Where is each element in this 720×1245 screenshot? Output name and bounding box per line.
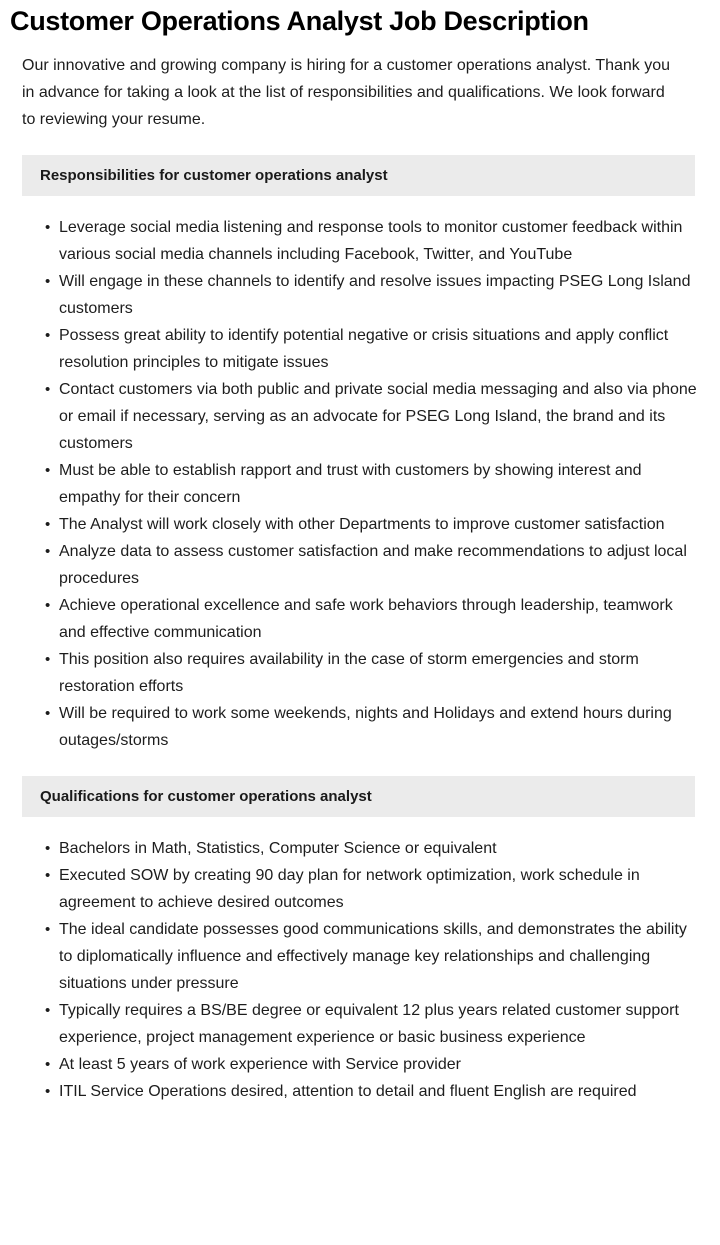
intro-paragraph: Our innovative and growing company is hiring for a customer operations analyst. Thank you in advance for taking a look at the list of responsibilities and qualifications. We look forward to reviewing your resume. [22, 56, 671, 128]
list-item: • Typically requires a BS/BE degree or equivalent 12 plus years related customer support experience, project management experience or basic business experience [45, 997, 697, 1051]
section-responsibilities [0, 155, 720, 754]
list-item: • Executed SOW by creating 90 day plan for network optimization, work schedule in agreement to achieve desired outcomes [45, 862, 697, 916]
section-heading-qualifications: Qualifications for customer operations analyst [22, 776, 695, 817]
list-item: • This position also requires availability in the case of storm emergencies and storm restoration efforts [45, 646, 697, 700]
list-item: • Contact customers via both public and private social media messaging and also via phone or email if necessary, serving as an advocate for PSEG Long Island, the brand and its customers [45, 376, 697, 457]
list-item: • Leverage social media listening and response tools to monitor customer feedback within various social media channels including Facebook, Twitter, and YouTube [45, 214, 697, 268]
list-item: • Bachelors in Math, Statistics, Computer Science or equivalent [45, 835, 697, 862]
list-item: • ITIL Service Operations desired, attention to detail and fluent English are required [45, 1078, 697, 1105]
list-item: • The ideal candidate possesses good communications skills, and demonstrates the ability to diplomatically influence and effectively manage key relationships and challenging situations under pressure [45, 916, 697, 997]
list-item: • Possess great ability to identify potential negative or crisis situations and apply conflict resolution principles to mitigate issues [45, 322, 697, 376]
list-item: • Will be required to work some weekends, nights and Holidays and extend hours during outages/storms [45, 700, 697, 754]
list-item: • Will engage in these channels to identify and resolve issues impacting PSEG Long Island customers [45, 268, 697, 322]
section-qualifications [0, 776, 720, 1147]
responsibilities-list [0, 196, 720, 754]
list-item: • Must be able to establish rapport and trust with customers by showing interest and empathy for their concern [45, 457, 697, 511]
page-title: Customer Operations Analyst Job Description [10, 6, 589, 36]
qualifications-list [0, 817, 720, 1147]
list-item: • Analyze data to assess customer satisfaction and make recommendations to adjust local procedures [45, 538, 697, 592]
list-item: • The Analyst will work closely with other Departments to improve customer satisfaction [45, 511, 697, 538]
list-item: • Achieve operational excellence and safe work behaviors through leadership, teamwork and effective communication [45, 592, 697, 646]
section-heading-responsibilities: Responsibilities for customer operations analyst [22, 155, 695, 196]
list-item: • At least 5 years of work experience with Service provider [45, 1051, 697, 1078]
